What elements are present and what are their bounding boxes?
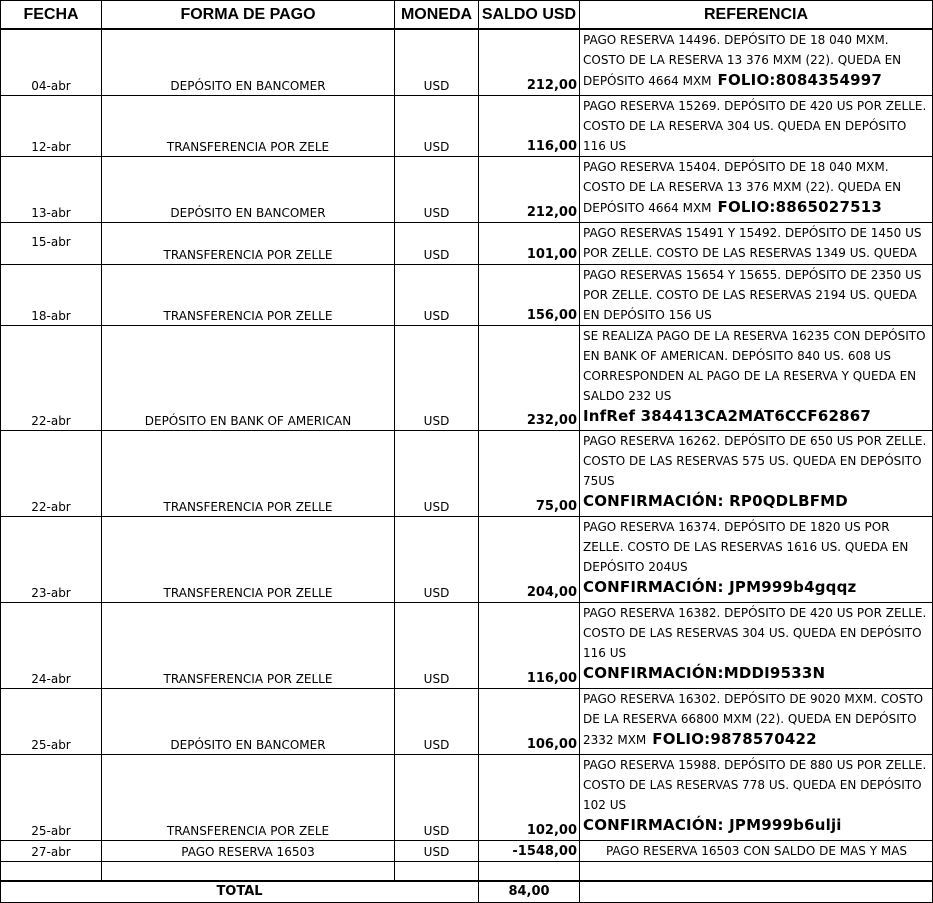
- cell-fecha: 12-abr: [1, 95, 102, 156]
- cell-moneda: USD: [395, 222, 479, 264]
- empty-cell: [479, 861, 580, 881]
- cell-referencia: [580, 602, 933, 688]
- cell-fecha: 22-abr: [1, 325, 102, 430]
- cell-moneda: USD: [395, 325, 479, 430]
- reference-text: PAGO RESERVA 14496. DEPÓSITO DE 18 040 MXM. COSTO DE LA RESERVA 13 376 MXM (22). QUEDA EN DEPÓSITO 4664 MXM: [583, 33, 902, 88]
- reference-code: FOLIO:8865027513: [717, 197, 882, 216]
- cell-saldo: 232,00: [479, 325, 580, 430]
- cell-saldo: 102,00: [479, 754, 580, 840]
- cell-moneda: USD: [395, 516, 479, 602]
- cell-referencia: [580, 222, 933, 264]
- cell-referencia: [580, 430, 933, 516]
- cell-fecha: 25-abr: [1, 688, 102, 754]
- reference-text: PAGO RESERVAS 15654 Y 15655. DEPÓSITO DE 2350 US POR ZELLE. COSTO DE LAS RESERVAS 2194 US. QUEDA EN DEPÓSITO 156 US: [583, 267, 922, 322]
- cell-fecha: 25-abr: [1, 754, 102, 840]
- cell-referencia: [580, 29, 933, 95]
- cell-moneda: USD: [395, 430, 479, 516]
- cell-moneda: USD: [395, 156, 479, 222]
- cell-forma-de-pago: DEPÓSITO EN BANCOMER: [102, 29, 395, 95]
- table-row: [1, 325, 933, 430]
- cell-fecha: 24-abr: [1, 602, 102, 688]
- table-row: [1, 156, 933, 222]
- empty-cell: [580, 861, 933, 881]
- cell-forma-de-pago: DEPÓSITO EN BANCOMER: [102, 688, 395, 754]
- cell-saldo: 116,00: [479, 95, 580, 156]
- reference-code: CONFIRMACIÓN: JPM999b6ulji: [583, 815, 842, 834]
- header-referencia: REFERENCIA: [580, 1, 933, 30]
- reference-code: CONFIRMACIÓN: JPM999b4gqqz: [583, 577, 857, 596]
- total-row: [1, 881, 933, 902]
- table-row: [1, 602, 933, 688]
- cell-forma-de-pago: TRANSFERENCIA POR ZELLE: [102, 430, 395, 516]
- cell-saldo: 101,00: [479, 222, 580, 264]
- cell-referencia: [580, 95, 933, 156]
- cell-referencia: [580, 840, 933, 861]
- reference-text: PAGO RESERVA 15404. DEPÓSITO DE 18 040 MXM. COSTO DE LA RESERVA 13 376 MXM (22). QUEDA EN DEPÓSITO 4664 MXM: [583, 159, 902, 215]
- table-row: [1, 222, 933, 264]
- table-row: [1, 95, 933, 156]
- header-moneda: MONEDA: [395, 1, 479, 30]
- reference-code: CONFIRMACIÓN: RP0QDLBFMD: [583, 491, 848, 510]
- reference-code: CONFIRMACIÓN:MDDI9533N: [583, 663, 826, 682]
- total-label: TOTAL: [1, 881, 479, 902]
- reference-code: InfRef 384413CA2MAT6CCF62867: [583, 406, 872, 425]
- reference-text: PAGO RESERVA 16503 CON SALDO DE MAS Y MAS: [605, 843, 908, 858]
- cell-forma-de-pago: TRANSFERENCIA POR ZELLE: [102, 602, 395, 688]
- header-forma-de-pago: FORMA DE PAGO: [102, 1, 395, 30]
- cell-fecha: 18-abr: [1, 264, 102, 325]
- table-row: [1, 516, 933, 602]
- cell-referencia: [580, 264, 933, 325]
- header-fecha: FECHA: [1, 1, 102, 30]
- cell-saldo: 212,00: [479, 29, 580, 95]
- cell-forma-de-pago: DEPÓSITO EN BANK OF AMERICAN: [102, 325, 395, 430]
- cell-saldo: 204,00: [479, 516, 580, 602]
- cell-forma-de-pago: TRANSFERENCIA POR ZELLE: [102, 264, 395, 325]
- table-row: [1, 754, 933, 840]
- reference-text: PAGO RESERVAS 15491 Y 15492. DEPÓSITO DE 1450 US POR ZELLE. COSTO DE LAS RESERVAS 1349 US. QUEDA: [583, 225, 922, 260]
- table-row: [1, 29, 933, 95]
- reference-text: PAGO RESERVA 16374. DEPÓSITO DE 1820 US POR ZELLE. COSTO DE LAS RESERVAS 1616 US. QUEDA EN DEPÓSITO 204US: [583, 519, 909, 574]
- cell-saldo: -1548,00: [479, 840, 580, 861]
- cell-fecha: 27-abr: [1, 840, 102, 861]
- empty-row: [1, 861, 933, 881]
- cell-moneda: USD: [395, 29, 479, 95]
- cell-fecha: 04-abr: [1, 29, 102, 95]
- cell-referencia: [580, 325, 933, 430]
- empty-cell: [395, 861, 479, 881]
- cell-forma-de-pago: TRANSFERENCIA POR ZELLE: [102, 516, 395, 602]
- empty-cell: [102, 861, 395, 881]
- total-value: 84,00: [479, 881, 580, 902]
- cell-moneda: USD: [395, 688, 479, 754]
- table-row: [1, 430, 933, 516]
- reference-text: PAGO RESERVA 16262. DEPÓSITO DE 650 US POR ZELLE. COSTO DE LAS RESERVAS 575 US. QUEDA EN DEPÓSITO 75US: [583, 433, 927, 488]
- empty-cell: [1, 861, 102, 881]
- reference-code: FOLIO:9878570422: [652, 729, 817, 748]
- reference-text: SE REALIZA PAGO DE LA RESERVA 16235 CON DEPÓSITO EN BANK OF AMERICAN. DEPÓSITO 840 US. 608 US CORRESPONDEN AL PAGO DE LA RESERVA Y QUEDA EN SALDO 232 US: [583, 328, 926, 403]
- table-row: [1, 840, 933, 861]
- cell-forma-de-pago: PAGO RESERVA 16503: [102, 840, 395, 861]
- cell-forma-de-pago: TRANSFERENCIA POR ZELLE: [102, 222, 395, 264]
- cell-moneda: USD: [395, 95, 479, 156]
- cell-saldo: 212,00: [479, 156, 580, 222]
- header-row: [1, 1, 933, 30]
- cell-forma-de-pago: DEPÓSITO EN BANCOMER: [102, 156, 395, 222]
- cell-fecha: 22-abr: [1, 430, 102, 516]
- cell-referencia: [580, 688, 933, 754]
- cell-fecha: 15-abr: [1, 222, 102, 264]
- header-saldo-usd: SALDO USD: [479, 1, 580, 30]
- cell-moneda: USD: [395, 754, 479, 840]
- cell-moneda: USD: [395, 602, 479, 688]
- cell-referencia: [580, 156, 933, 222]
- reference-code: FOLIO:8084354997: [717, 71, 882, 89]
- cell-saldo: 75,00: [479, 430, 580, 516]
- cell-referencia: [580, 516, 933, 602]
- reference-text: PAGO RESERVA 15988. DEPÓSITO DE 880 US POR ZELLE. COSTO DE LAS RESERVAS 778 US. QUEDA EN DEPÓSITO 102 US: [583, 757, 927, 812]
- cell-moneda: USD: [395, 264, 479, 325]
- cell-moneda: USD: [395, 840, 479, 861]
- table-row: [1, 688, 933, 754]
- reference-text: PAGO RESERVA 16382. DEPÓSITO DE 420 US POR ZELLE. COSTO DE LAS RESERVAS 304 US. QUEDA EN DEPÓSITO 116 US: [583, 605, 927, 660]
- cell-saldo: 156,00: [479, 264, 580, 325]
- cell-forma-de-pago: TRANSFERENCIA POR ZELE: [102, 754, 395, 840]
- cell-fecha: 13-abr: [1, 156, 102, 222]
- total-empty-cell: [580, 881, 933, 902]
- cell-fecha: 23-abr: [1, 516, 102, 602]
- cell-saldo: 106,00: [479, 688, 580, 754]
- reference-text: PAGO RESERVA 15269. DEPÓSITO DE 420 US POR ZELLE. COSTO DE LA RESERVA 304 US. QUEDA EN DEPÓSITO 116 US: [583, 98, 927, 153]
- cell-saldo: 116,00: [479, 602, 580, 688]
- table-row: [1, 264, 933, 325]
- cell-forma-de-pago: TRANSFERENCIA POR ZELE: [102, 95, 395, 156]
- cell-referencia: [580, 754, 933, 840]
- reference-text: PAGO RESERVA 16302. DEPÓSITO DE 9020 MXM. COSTO DE LA RESERVA 66800 MXM (22). QUEDA EN DEPÓSITO 2332 MXM: [583, 691, 924, 747]
